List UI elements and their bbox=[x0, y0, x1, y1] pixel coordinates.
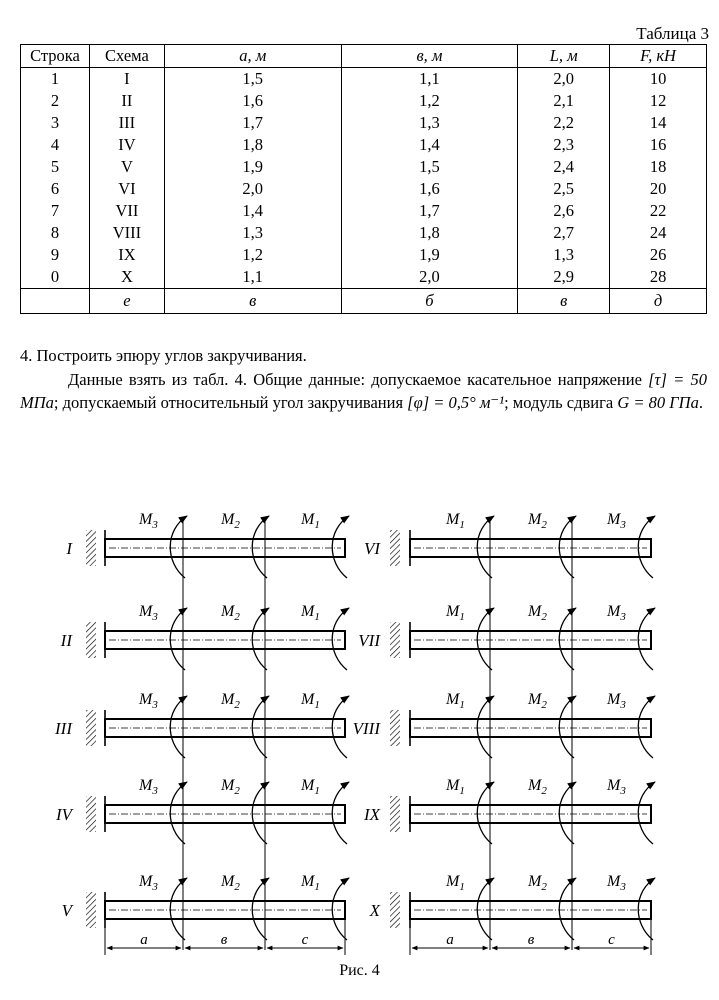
moment-label: $M_2$ bbox=[528, 691, 547, 711]
table-caption: Таблица 3 bbox=[636, 24, 709, 43]
footer-cell bbox=[21, 289, 90, 314]
shaft-scheme bbox=[65, 511, 349, 578]
table-cell: 2,0 bbox=[164, 178, 341, 200]
shaft-body bbox=[410, 631, 651, 649]
table-cell: 4 bbox=[21, 134, 90, 156]
table-cell: VIII bbox=[89, 222, 164, 244]
table-cell: 2,0 bbox=[518, 68, 610, 91]
moment-label: $M_2$ bbox=[221, 691, 240, 711]
table-cell: 1,9 bbox=[164, 156, 341, 178]
footer-cell: в bbox=[518, 289, 610, 314]
table-cell: 26 bbox=[610, 244, 707, 266]
footer-cell: е bbox=[89, 289, 164, 314]
g-formula: G = 80 ГПа bbox=[617, 393, 699, 412]
moment-label: $M_2$ bbox=[221, 603, 240, 623]
dimension-label: в bbox=[527, 932, 535, 948]
table-cell: 3 bbox=[21, 112, 90, 134]
table-cell: 5 bbox=[21, 156, 90, 178]
table-cell: 24 bbox=[610, 222, 707, 244]
scheme-label: VI bbox=[363, 539, 380, 558]
table-cell: 2,0 bbox=[341, 266, 518, 289]
moment-label: $M_1$ bbox=[301, 603, 320, 623]
table-cell: 8 bbox=[21, 222, 90, 244]
table-cell: 1,3 bbox=[518, 244, 610, 266]
phi-formula: [φ] = 0,5° м⁻¹ bbox=[407, 393, 505, 412]
table-row bbox=[21, 244, 707, 266]
fixed-support bbox=[390, 710, 400, 746]
scheme-label: III bbox=[55, 719, 72, 738]
table-cell: 1,5 bbox=[164, 68, 341, 91]
moment-arrow bbox=[638, 696, 655, 758]
moment-arrow bbox=[170, 516, 187, 578]
moment-arrow bbox=[638, 878, 655, 940]
table-cell: 28 bbox=[610, 266, 707, 289]
table-cell: IX bbox=[89, 244, 164, 266]
table-cell: 2,1 bbox=[518, 90, 610, 112]
table-cell: VI bbox=[89, 178, 164, 200]
table-cell: 22 bbox=[610, 200, 707, 222]
shaft-scheme bbox=[353, 691, 655, 758]
para-text: Данные взять из табл. 4. Общие данные: допускаемое касательное напряжение bbox=[68, 370, 649, 389]
moment-arrow bbox=[638, 782, 655, 844]
moment-arrow bbox=[477, 696, 494, 758]
moment-label: $M_2$ bbox=[221, 777, 240, 797]
moment-arrow bbox=[559, 878, 576, 940]
table-cell: 6 bbox=[21, 178, 90, 200]
shaft-scheme bbox=[363, 777, 655, 844]
moment-arrow bbox=[477, 516, 494, 578]
shaft-body bbox=[410, 719, 651, 737]
scheme-label: IX bbox=[363, 805, 380, 824]
col-header: в, м bbox=[341, 45, 518, 68]
moment-arrow bbox=[559, 782, 576, 844]
table-cell: 18 bbox=[610, 156, 707, 178]
table-cell: 2,7 bbox=[518, 222, 610, 244]
fixed-support bbox=[390, 530, 400, 566]
shaft-scheme bbox=[358, 603, 655, 670]
table-row bbox=[21, 68, 707, 91]
table-cell: 1,8 bbox=[164, 134, 341, 156]
moment-label: $M_2$ bbox=[528, 777, 547, 797]
table-cell: 16 bbox=[610, 134, 707, 156]
moment-arrow bbox=[477, 878, 494, 940]
para-text: ; модуль сдвига bbox=[504, 393, 618, 412]
dimension-label: c bbox=[608, 932, 615, 948]
table-cell: 14 bbox=[610, 112, 707, 134]
table-cell: 1,1 bbox=[341, 68, 518, 91]
moment-label: $M_3$ bbox=[607, 603, 626, 623]
dimension-label: c bbox=[301, 932, 309, 948]
scheme-label: X bbox=[369, 901, 380, 920]
table-cell: 1,7 bbox=[164, 112, 341, 134]
table-cell: 10 bbox=[610, 68, 707, 91]
shaft-scheme bbox=[55, 777, 349, 844]
scheme-label: VIII bbox=[352, 719, 380, 738]
table-footer-row bbox=[21, 289, 707, 314]
moment-arrow bbox=[332, 608, 349, 670]
col-header: L, м bbox=[518, 45, 610, 68]
footer-cell: б bbox=[341, 289, 518, 314]
fixed-support bbox=[86, 530, 96, 566]
moment-arrow bbox=[252, 608, 269, 670]
task-heading: 4. Построить эпюру углов закручивания. bbox=[20, 346, 307, 365]
table-cell: 2,3 bbox=[518, 134, 610, 156]
footer-cell: в bbox=[164, 289, 341, 314]
fixed-support bbox=[390, 622, 400, 658]
col-header: F, кН bbox=[610, 45, 707, 68]
moment-arrow bbox=[252, 516, 269, 578]
moment-arrow bbox=[477, 608, 494, 670]
figure-caption: Рис. 4 bbox=[339, 962, 380, 979]
moment-label: $M_1$ bbox=[446, 873, 465, 893]
table-row bbox=[21, 134, 707, 156]
shaft-body bbox=[410, 805, 651, 823]
table-header-row bbox=[21, 45, 707, 68]
table-cell: 1,2 bbox=[341, 90, 518, 112]
shaft-body bbox=[410, 901, 651, 919]
table-cell: VII bbox=[89, 200, 164, 222]
moment-label: $M_1$ bbox=[446, 603, 465, 623]
moment-arrow bbox=[170, 696, 187, 758]
table-row bbox=[21, 90, 707, 112]
table-row bbox=[21, 156, 707, 178]
scheme-label: VII bbox=[358, 631, 380, 650]
moment-arrow bbox=[332, 516, 349, 578]
table-cell: 2 bbox=[21, 90, 90, 112]
shaft-body bbox=[105, 631, 345, 649]
table-cell: 2,4 bbox=[518, 156, 610, 178]
moment-arrow bbox=[332, 696, 349, 758]
para-text: ; допускаемый относительный угол закручивания bbox=[53, 393, 408, 412]
scheme-label: II bbox=[60, 631, 72, 650]
shaft-body bbox=[105, 539, 345, 557]
table-cell: 7 bbox=[21, 200, 90, 222]
table-cell: IV bbox=[89, 134, 164, 156]
dimension-label: a bbox=[140, 932, 148, 948]
moment-arrow bbox=[559, 608, 576, 670]
moment-label: $M_2$ bbox=[221, 511, 240, 531]
moment-label: $M_2$ bbox=[221, 873, 240, 893]
table-row bbox=[21, 178, 707, 200]
moment-label: $M_1$ bbox=[301, 691, 320, 711]
table-cell: 1,5 bbox=[341, 156, 518, 178]
shaft-body bbox=[105, 901, 345, 919]
moment-label: $M_3$ bbox=[139, 511, 158, 531]
table-cell: 2,2 bbox=[518, 112, 610, 134]
table-cell: 1,4 bbox=[341, 134, 518, 156]
shaft-scheme bbox=[60, 603, 349, 670]
moment-label: $M_3$ bbox=[139, 873, 158, 893]
table-cell: 9 bbox=[21, 244, 90, 266]
fixed-support bbox=[86, 796, 96, 832]
moment-arrow bbox=[559, 696, 576, 758]
scheme-label: IV bbox=[55, 805, 72, 824]
moment-arrow bbox=[332, 878, 349, 940]
table-cell: 2,6 bbox=[518, 200, 610, 222]
moment-label: $M_1$ bbox=[446, 777, 465, 797]
para-text: . bbox=[698, 393, 703, 412]
fixed-support bbox=[86, 710, 96, 746]
moment-label: $M_1$ bbox=[301, 873, 320, 893]
table-cell: V bbox=[89, 156, 164, 178]
table-cell: II bbox=[89, 90, 164, 112]
table-cell: 1,9 bbox=[341, 244, 518, 266]
col-header: Строка bbox=[21, 45, 90, 68]
scheme-label: I bbox=[66, 539, 72, 558]
table-cell: I bbox=[89, 68, 164, 91]
moment-label: $M_3$ bbox=[139, 691, 158, 711]
table-cell: 20 bbox=[610, 178, 707, 200]
table-cell: 2,5 bbox=[518, 178, 610, 200]
moment-label: $M_2$ bbox=[528, 603, 547, 623]
table-cell: III bbox=[89, 112, 164, 134]
moment-label: $M_2$ bbox=[528, 873, 547, 893]
table-row bbox=[21, 200, 707, 222]
dimension-label: a bbox=[446, 932, 454, 948]
shaft-scheme bbox=[369, 873, 655, 940]
moment-label: $M_1$ bbox=[301, 511, 320, 531]
table-cell: 1,6 bbox=[341, 178, 518, 200]
moment-label: $M_3$ bbox=[607, 691, 626, 711]
tau-formula: [τ] = 50 МПа bbox=[20, 370, 707, 412]
table-row bbox=[21, 112, 707, 134]
table-cell: 1,6 bbox=[164, 90, 341, 112]
task-paragraph bbox=[20, 368, 707, 414]
table-row bbox=[21, 266, 707, 289]
table-cell: 2,9 bbox=[518, 266, 610, 289]
moment-arrow bbox=[170, 608, 187, 670]
col-header: а, м bbox=[164, 45, 341, 68]
table-cell: 1,7 bbox=[341, 200, 518, 222]
table-cell: 1,8 bbox=[341, 222, 518, 244]
moment-arrow bbox=[638, 608, 655, 670]
table-row bbox=[21, 222, 707, 244]
table-cell: 1,2 bbox=[164, 244, 341, 266]
table-cell: 1 bbox=[21, 68, 90, 91]
table-cell: X bbox=[89, 266, 164, 289]
shaft-body bbox=[105, 719, 345, 737]
moment-arrow bbox=[638, 516, 655, 578]
moment-arrow bbox=[170, 878, 187, 940]
shaft-scheme bbox=[364, 511, 655, 578]
dimension-label: в bbox=[220, 932, 228, 948]
moment-label: $M_3$ bbox=[607, 511, 626, 531]
moment-arrow bbox=[252, 878, 269, 940]
moment-label: $M_1$ bbox=[446, 691, 465, 711]
col-header: Схема bbox=[89, 45, 164, 68]
moment-arrow bbox=[559, 516, 576, 578]
moment-label: $M_3$ bbox=[607, 777, 626, 797]
moment-label: $M_3$ bbox=[139, 777, 158, 797]
moment-label: $M_1$ bbox=[301, 777, 320, 797]
moment-arrow bbox=[477, 782, 494, 844]
fixed-support bbox=[390, 892, 400, 928]
shaft-schemes-figure bbox=[0, 480, 719, 960]
shaft-scheme bbox=[54, 691, 349, 758]
moment-arrow bbox=[170, 782, 187, 844]
fixed-support bbox=[86, 622, 96, 658]
shaft-body bbox=[105, 805, 345, 823]
table-cell: 12 bbox=[610, 90, 707, 112]
table-cell: 1,3 bbox=[341, 112, 518, 134]
scheme-label: V bbox=[61, 901, 72, 920]
moment-label: $M_2$ bbox=[528, 511, 547, 531]
table-cell: 1,4 bbox=[164, 200, 341, 222]
table-cell: 1,1 bbox=[164, 266, 341, 289]
shaft-body bbox=[410, 539, 651, 557]
fixed-support bbox=[390, 796, 400, 832]
table-cell: 0 bbox=[21, 266, 90, 289]
moment-arrow bbox=[252, 782, 269, 844]
moment-label: $M_3$ bbox=[139, 603, 158, 623]
moment-arrow bbox=[252, 696, 269, 758]
data-table bbox=[20, 44, 707, 314]
moment-arrow bbox=[332, 782, 349, 844]
fixed-support bbox=[86, 892, 96, 928]
table-cell: 1,3 bbox=[164, 222, 341, 244]
moment-label: $M_1$ bbox=[446, 511, 465, 531]
moment-label: $M_3$ bbox=[607, 873, 626, 893]
footer-cell: д bbox=[610, 289, 707, 314]
